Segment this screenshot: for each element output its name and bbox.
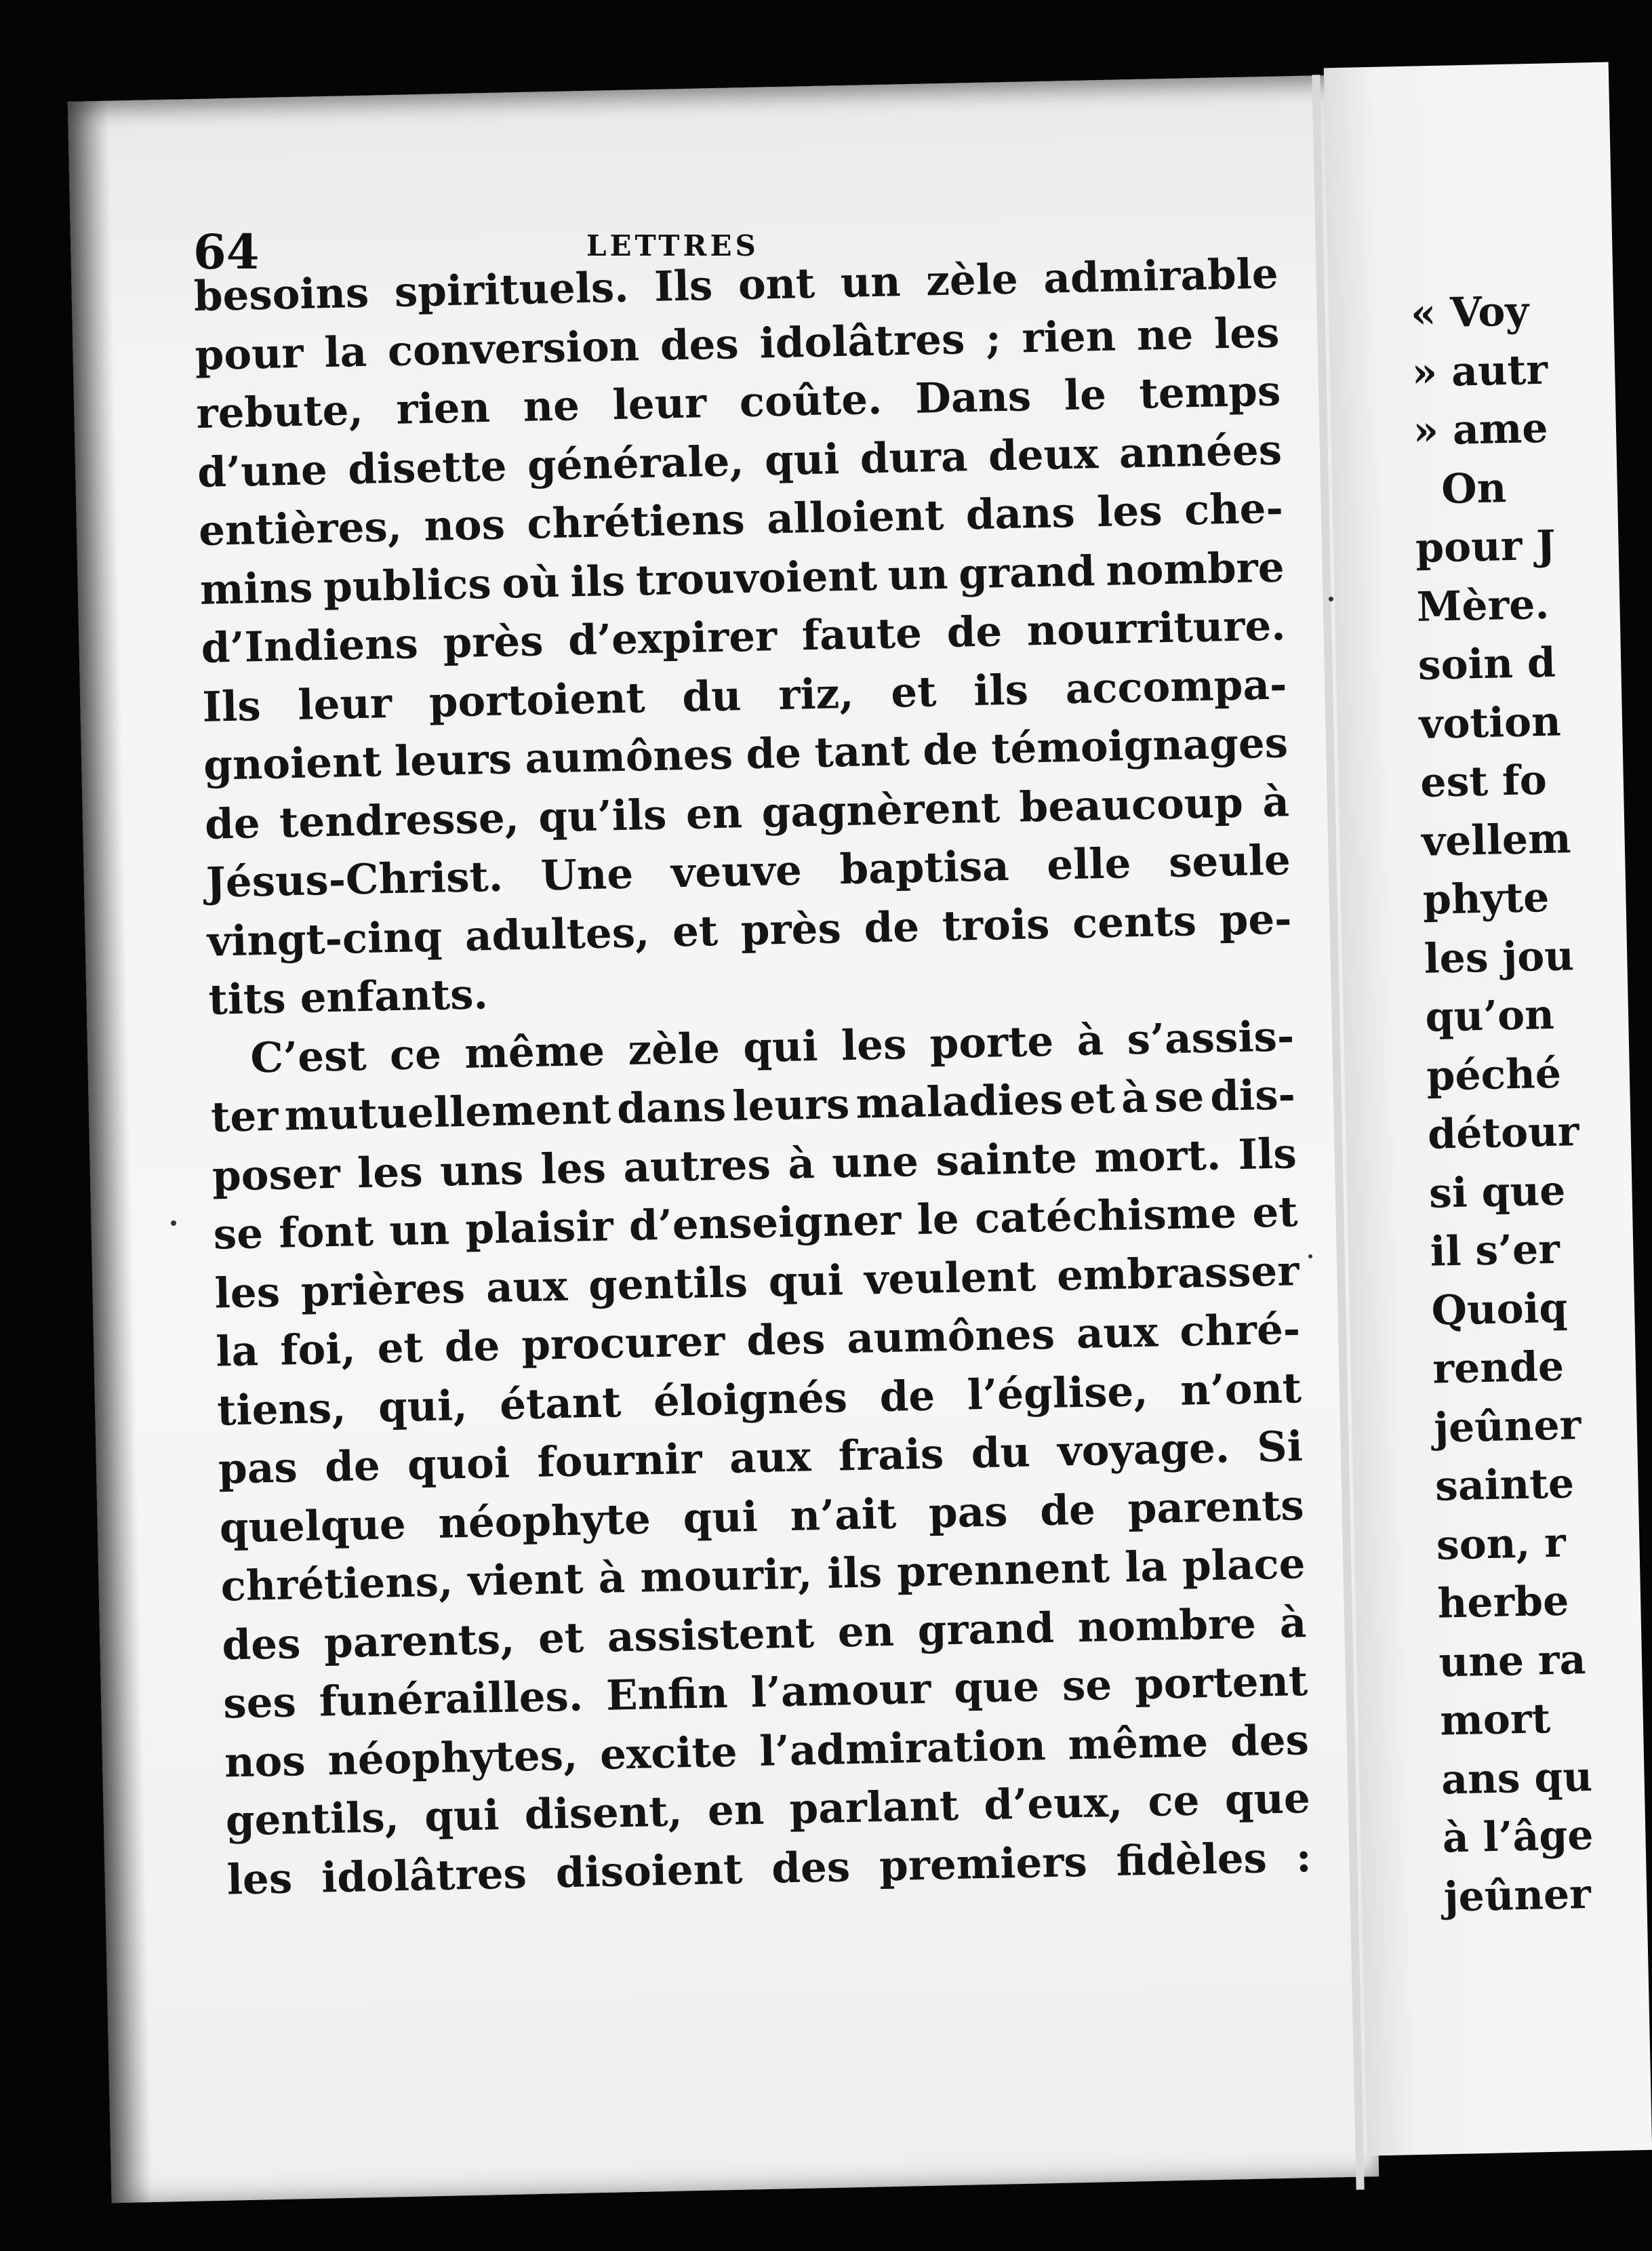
right-text-line: herbe	[1437, 1577, 1569, 1628]
right-text-line: il s’er	[1430, 1225, 1560, 1276]
right-text-line: les jou	[1424, 932, 1575, 983]
text-line: ses funérailles. Enfin l’amour que se portent	[222, 1657, 1308, 1728]
right-text-line: détour	[1427, 1108, 1580, 1159]
text-line: C’est ce même zèle qui les porte à s’assis-	[249, 1012, 1295, 1082]
text-line: poser les uns les autres à une sainte mort. Ils	[211, 1129, 1297, 1201]
text-line: nos néophytes, excite l’admiration même des	[224, 1715, 1310, 1787]
running-head-title: LETTRES	[586, 229, 759, 262]
right-text-line: rende	[1432, 1342, 1565, 1393]
text-line: vingt-cinq adultes, et près de trois cents pe-	[207, 894, 1293, 966]
right-text-line: qu’on	[1424, 991, 1555, 1041]
right-text-line: » autr	[1411, 346, 1548, 397]
text-line: pas de quoi fournir aux frais du voyage. Si	[218, 1422, 1304, 1494]
right-text-line: pour J	[1415, 521, 1556, 572]
right-text-line: est fo	[1419, 756, 1548, 807]
right-text-line: si que	[1428, 1166, 1566, 1218]
text-line: tiens, qui, étant éloignés de l’église, n’ont	[216, 1363, 1302, 1435]
text-line: rebute, rien ne leur coûte. Dans le temps	[195, 367, 1281, 438]
right-text-line: sainte	[1434, 1460, 1575, 1511]
right-text-line: soin d	[1417, 639, 1556, 690]
text-line: ter mutuellement dans leurs maladies et à se dis-	[210, 1071, 1296, 1142]
right-text-line: On	[1441, 464, 1507, 513]
text-line: d’Indiens près d’expirer faute de nourriture.	[201, 601, 1287, 673]
right-text-line: phyte	[1422, 873, 1550, 924]
left-page-text	[193, 245, 1312, 1909]
text-line: d’une disette générale, qui dura deux années	[197, 425, 1283, 497]
right-text-line: Quoiq	[1430, 1283, 1569, 1335]
right-text-line: à l’âge	[1442, 1811, 1594, 1862]
right-text-line: « Voy	[1410, 287, 1529, 338]
text-line: tits enfants.	[207, 970, 489, 1024]
right-text-line: jeûner	[1443, 1870, 1592, 1921]
text-line: les prières aux gentils qui veulent embrasser	[214, 1246, 1300, 1318]
right-text-line: mort	[1439, 1695, 1551, 1745]
right-text-line: son, r	[1436, 1519, 1567, 1570]
text-line: pour la conversion des idolâtres ; rien ne les	[194, 308, 1281, 380]
right-text-line: Mère.	[1416, 580, 1550, 631]
text-line: la foi, et de procurer des aumônes aux chré-	[215, 1305, 1301, 1376]
paper-speck	[1329, 597, 1333, 601]
right-text-line: une ra	[1438, 1635, 1587, 1687]
right-text-line: votion	[1418, 697, 1562, 749]
text-line: les idolâtres disoient des premiers fidèles :	[226, 1833, 1312, 1904]
text-line: des parents, et assistent en grand nombre à	[221, 1598, 1307, 1670]
text-line: Jésus-Christ. Une veuve baptisa elle seule	[205, 836, 1291, 907]
text-line: gnoient leurs aumônes de tant de témoignages	[203, 719, 1289, 790]
text-line: besoins spirituels. Ils ont un zèle admirable	[193, 250, 1279, 321]
text-line: entières, nos chrétiens alloient dans les che-	[198, 484, 1284, 555]
right-text-line: » ame	[1412, 404, 1549, 455]
text-line: chrétiens, vient à mourir, ils prennent la place	[220, 1540, 1306, 1611]
text-line: mins publics où ils trouvoient un grand nombre	[199, 542, 1285, 614]
right-page-text	[1410, 281, 1648, 1927]
right-text-line: ans qu	[1441, 1753, 1593, 1804]
text-line: quelque néophyte qui n’ait pas de parents	[219, 1481, 1305, 1553]
text-line: de tendresse, qu’ils en gagnèrent beaucoup à	[204, 777, 1290, 849]
text-line: Ils leur portoient du riz, et ils accompa-	[201, 660, 1287, 732]
right-text-line: jeûner	[1433, 1401, 1582, 1452]
paper-speck	[1308, 1254, 1312, 1258]
right-text-line: péché	[1426, 1050, 1562, 1100]
page-number: 64	[193, 224, 260, 280]
right-text-line: vellem	[1421, 814, 1572, 866]
text-line: se font un plaisir d’enseigner le catéchisme et	[213, 1188, 1299, 1259]
text-line: gentils, qui disent, en parlant d’eux, ce que	[225, 1774, 1311, 1846]
paper-speck	[171, 1220, 176, 1226]
